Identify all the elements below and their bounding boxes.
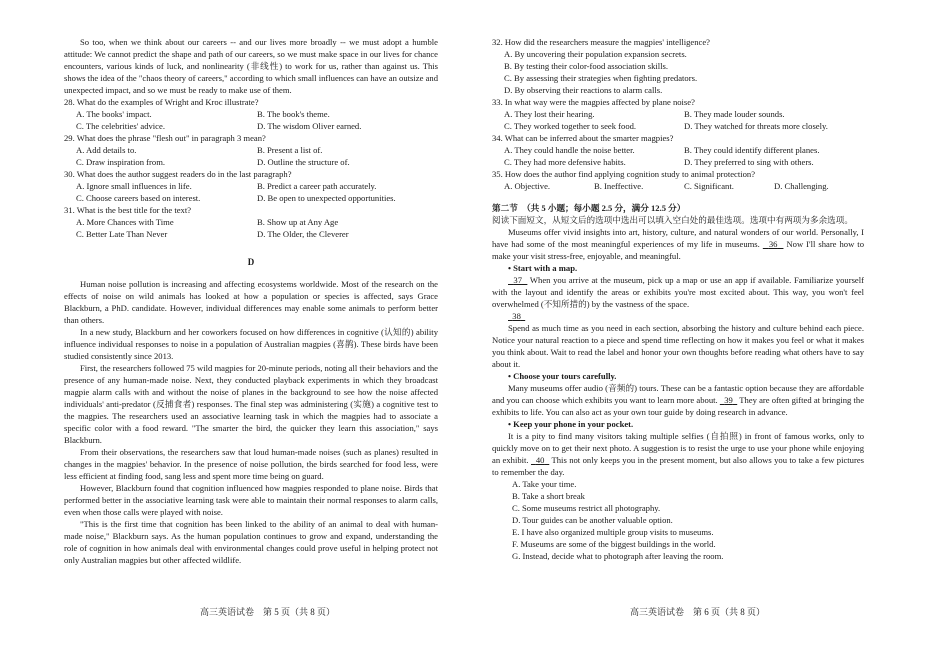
question-32 — [492, 36, 864, 96]
section-2-instructions: 阅读下面短文，从短文后的选项中选出可以填入空白处的最佳选项。选项中有两项为多余选项。 — [492, 215, 853, 225]
cloze-paragraph: 37 When you arrive at the museum, pick up a map or use an app if available. Familiarize yourself with the layout and identify the areas or exhibits you're most excited about. This way, you won't feel overwhelmed (不知所措的) by the vastness of the space. — [492, 275, 864, 309]
blank-36: 36 — [768, 239, 778, 249]
option-a: A. They could handle the noise better. — [504, 145, 635, 155]
choice-d: D. Tour guides can be another valuable option. — [512, 515, 673, 525]
passage-d-paragraph: "This is the first time that cognition has been linked to the ability of an animal to deal with human-made noise," Blackburn says. As the human population continues to grow and expand, understanding the role of cognition in how animals deal with environmental changes could prove useful in helping protect not only Australian magpies but other affected wildlife. — [64, 519, 438, 565]
option-b: B. They could identify different planes. — [684, 145, 820, 155]
right-page-column — [492, 36, 864, 562]
option-d: D. They preferred to sing with others. — [684, 157, 814, 167]
question-stem: 29. What does the phrase "flesh out" in paragraph 3 mean? — [64, 133, 266, 143]
option-c: C. They worked together to seek food. — [504, 121, 637, 131]
section-d-heading: D — [247, 257, 255, 267]
option-b: B. The book's theme. — [257, 109, 330, 119]
subheading-keep-phone: • Keep your phone in your pocket. — [508, 419, 634, 429]
left-page-column — [64, 36, 438, 566]
question-31 — [64, 204, 438, 240]
choice-a: A. Take your time. — [512, 479, 577, 489]
option-c: C. They had more defensive habits. — [504, 157, 626, 167]
question-35 — [492, 168, 864, 192]
option-c: C. Draw inspiration from. — [76, 157, 166, 167]
page-footer-right: 高三英语试卷 第 6 页（共 8 页） — [630, 607, 766, 617]
question-stem: 33. In what way were the magpies affected by plane noise? — [492, 97, 695, 107]
cloze-paragraph: Many museums offer audio (音频的) tours. These can be a fantastic option because they are affordable and you can choose which exhibits you want to learn more about. 39 They are often gifted at bringing the exhibits to life. You can also act as your own tour guide by doing research in advance. — [492, 383, 865, 417]
question-33 — [492, 96, 864, 132]
passage-d-paragraph: Human noise pollution is increasing and affecting ecosystems worldwide. Most of the research on the effects of noise on wild animals has looked at how a population or species is affected, says Grace Blackburn, a PhD. candidate. However, individual differences may enable some animals to perform better than others. — [64, 279, 438, 325]
option-b: B. By testing their color-food association skills. — [504, 61, 669, 71]
passage-c-last-paragraph: So too, when we think about our careers -- and our lives more broadly -- we must adopt a humble attitude: We cannot predict the shape and path of our careers, so we must make space in our lives for chance encounters, various kinds of luck, and nonlinearity (非线性) to work for us, rather than against us. This shows the idea of the "chaos theory of careers," according to which small influences can have an outsize and unexpected impact, and so we must be ready to make use of them. — [64, 37, 438, 95]
blank-40: 40 — [535, 455, 545, 465]
choice-e: E. I have also organized multiple group visits to museums. — [512, 527, 714, 537]
question-28 — [64, 96, 438, 132]
question-stem: 35. How does the author find applying cognition study to animal protection? — [492, 169, 756, 179]
option-c: C. Significant. — [684, 181, 734, 191]
passage-d-paragraph: In a new study, Blackburn and her coworkers focused on how differences in cognitive (认知的) ability influence individual responses to noise in a population of Australian magpies (喜鹊). These birds have been studied consistently since 2013. — [64, 327, 438, 361]
option-d: D. Challenging. — [774, 181, 829, 191]
option-c: C. Better Late Than Never — [76, 229, 168, 239]
option-c: C. The celebrities' advice. — [76, 121, 165, 131]
option-d: D. Outline the structure of. — [257, 157, 350, 167]
passage-d-paragraph: However, Blackburn found that cognition influenced how magpies responded to plane noise. Birds that performed better in the associative learning task were able to maintain their normal responses to alarm calls, even when those calls were played with noise. — [64, 483, 438, 517]
option-a: A. More Chances with Time — [76, 217, 174, 227]
cloze-heading-blank — [492, 310, 864, 322]
question-stem: 30. What does the author suggest readers do in the last paragraph? — [64, 169, 292, 179]
passage-d-paragraph: From their observations, the researchers saw that loud human-made noises (such as planes) resulted in changes in the magpies' behavior. In the presence of noise pollution, the birds searched for food less, were less efficient at finding food, sang less and spent more time being on guard. — [64, 447, 438, 481]
question-stem: 34. What can be inferred about the smarter magpies? — [492, 133, 674, 143]
cloze-paragraph: Spend as much time as you need in each section, absorbing the history and culture behind each piece. Notice your natural reaction to a piece and spend time reflecting on how it makes you feel or what it makes you think about. Wait to read the label and honor your own thoughts before reading what others have to say about it. — [492, 323, 864, 369]
option-a: A. By uncovering their population expansion secrets. — [504, 49, 687, 59]
question-stem: 32. How did the researchers measure the magpies' intelligence? — [492, 37, 710, 47]
page-footer-left: 高三英语试卷 第 5 页（共 8 页） — [200, 607, 336, 617]
subheading-choose-tours: • Choose your tours carefully. — [508, 371, 617, 381]
question-29 — [64, 132, 438, 168]
question-stem: 28. What do the examples of Wright and Kroc illustrate? — [64, 97, 259, 107]
cloze-paragraph: It is a pity to find many visitors taking multiple selfies (自拍照) in front of famous works, only to quickly move on to get their next photo. A suggestion is to resist the urge to use your phone while enjoying an exhibit. 40 This not only keeps you in the present moment, but also allows you to take a few pictures to remember the day. — [492, 431, 864, 477]
subheading-start-with-map: • Start with a map. — [508, 263, 578, 273]
option-a: A. They lost their hearing. — [504, 109, 595, 119]
cloze-choices — [492, 478, 864, 562]
option-b: B. Ineffective. — [594, 181, 644, 191]
option-a: A. Ignore small influences in life. — [76, 181, 192, 191]
choice-b: B. Take a short break — [512, 491, 585, 501]
option-d: D. Be open to unexpected opportunities. — [257, 193, 396, 203]
option-a: A. The books' impact. — [76, 109, 152, 119]
choice-f: F. Museums are some of the biggest buildings in the world. — [512, 539, 716, 549]
choice-g: G. Instead, decide what to photograph after leaving the room. — [512, 551, 724, 561]
passage-d-paragraph: First, the researchers followed 75 wild magpies for 20-minute periods, noting all their behaviors and the presence of any human-made noise. Next, they conducted playback experiments in which they broadcast magpie alarm calls with and without the noise of planes in the background to see how the noise affected individuals' anti-predator (反捕食者) responses. The final step was administering (实施) a cognitive test to the magpies. The researchers used an associative learning task in which the magpies had to associate a specific color with a food reward. "The smarter the bird, the quicker they learn this association," says Blackburn. — [64, 363, 438, 445]
option-b: B. Present a list of. — [257, 145, 323, 155]
blank-39: 39 — [724, 395, 733, 405]
cloze-paragraph: Museums offer vivid insights into art, history, culture, and natural wonders of our world. Personally, I have had some of the most meaningful experiences of my life in museums. 36 Now I'll share how to make your visit stress-free, enjoyable, and meaningful. — [492, 227, 864, 261]
option-a: A. Add details to. — [76, 145, 137, 155]
option-a: A. Objective. — [504, 181, 551, 191]
question-34 — [492, 132, 864, 168]
option-c: C. Choose careers based on interest. — [76, 193, 201, 203]
option-d: D. They watched for threats more closely. — [684, 121, 828, 131]
option-c: C. By assessing their strategies when fighting predators. — [504, 73, 698, 83]
option-d: D. The wisdom Oliver earned. — [257, 121, 362, 131]
blank-37: 37 — [513, 275, 522, 285]
question-stem: 31. What is the best title for the text? — [64, 205, 192, 215]
option-b: B. Show up at Any Age — [257, 217, 339, 227]
option-d: D. By observing their reactions to alarm calls. — [504, 85, 663, 95]
option-b: B. They made louder sounds. — [684, 109, 785, 119]
choice-c: C. Some museums restrict all photography. — [512, 503, 661, 513]
option-b: B. Predict a career path accurately. — [257, 181, 377, 191]
question-30 — [64, 168, 438, 204]
section-2-title: 第二节 （共 5 小题；每小题 2.5 分，满分 12.5 分） — [492, 203, 686, 213]
blank-38: 38 — [512, 311, 521, 321]
option-d: D. The Older, the Cleverer — [257, 229, 349, 239]
